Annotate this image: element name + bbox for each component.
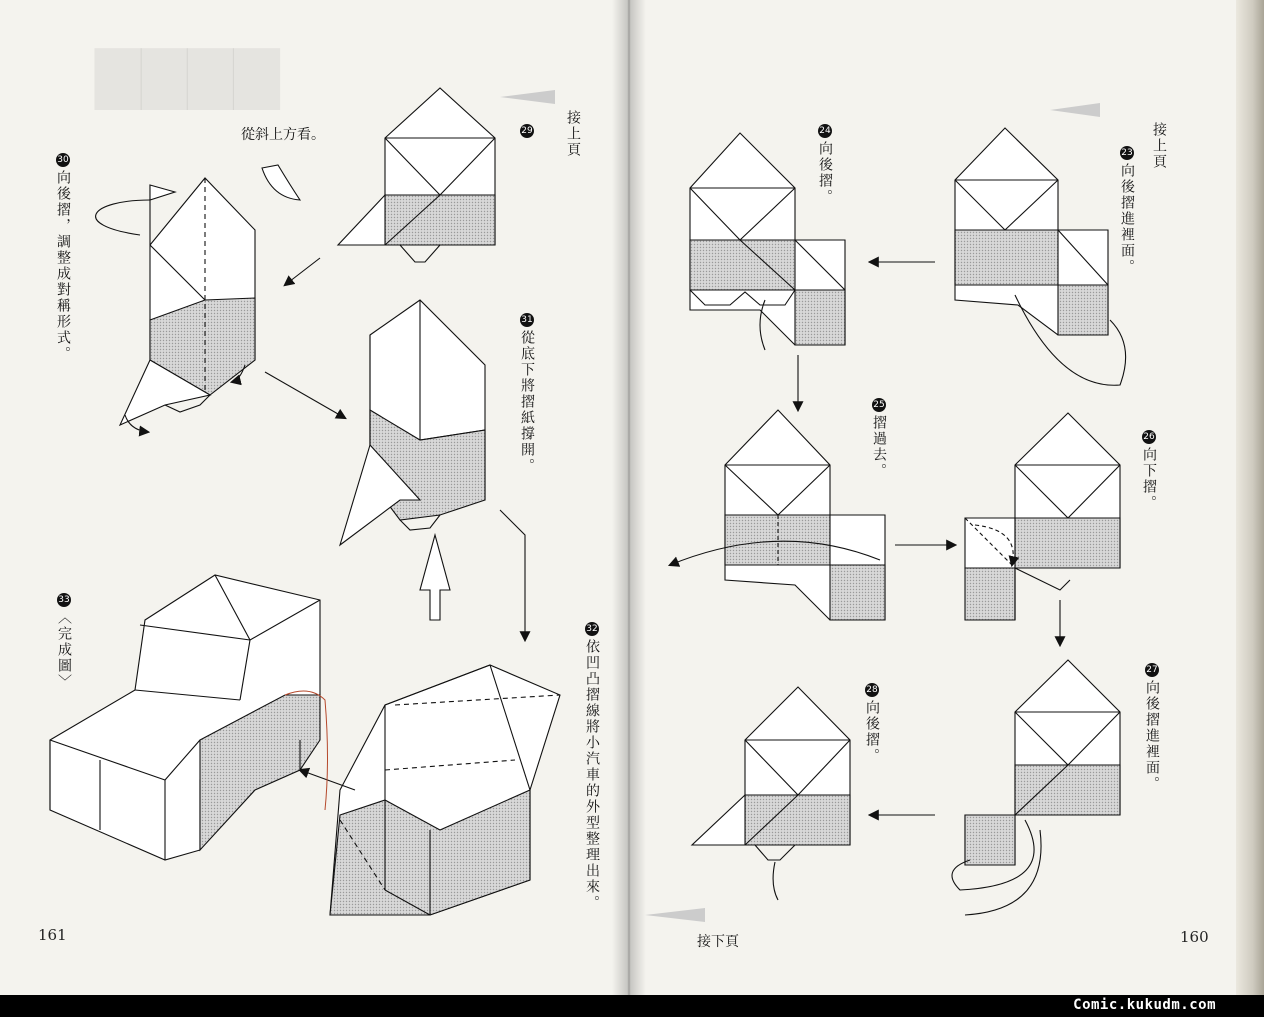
step-33-label: [57, 593, 71, 690]
page-number-left: 161: [38, 926, 67, 944]
step-28-label: [865, 683, 879, 764]
diagram-step-23: [955, 128, 1126, 385]
show-through-ghost: ▇▇▇▇: [95, 40, 280, 110]
step-31-label: [520, 313, 534, 474]
step-instruction: 摺過去。: [871, 415, 887, 479]
step-instruction: 從底下將摺紙撐開。: [519, 330, 535, 474]
step-number-badge: 24: [819, 126, 831, 136]
step-instruction: 向後摺，調整成對稱形式。: [55, 170, 71, 362]
step-number-badge: 25: [873, 400, 885, 410]
step-number-badge: 30: [57, 155, 69, 165]
step-23-label: [1120, 146, 1134, 275]
step-number-badge: 29: [521, 126, 533, 136]
diagram-step-28: [692, 687, 850, 900]
view-note: 從斜上方看。: [241, 127, 325, 143]
step-26-label: [1142, 430, 1156, 511]
step-number-badge: 33: [58, 595, 70, 605]
step-instruction: 向後摺進裡面。: [1144, 680, 1160, 792]
diagram-step-25: [670, 410, 885, 620]
step-instruction: 向後摺進裡面。: [1119, 163, 1135, 275]
watermark-text: Comic.kukudm.com: [1073, 997, 1216, 1013]
continue-next: 接下頁: [697, 934, 739, 950]
step-number-badge: 23: [1121, 148, 1133, 158]
step-number-badge: 27: [1146, 665, 1158, 675]
diagram-step-29: [338, 88, 495, 262]
step-24-label: [818, 124, 832, 205]
diagram-step-27: [952, 660, 1120, 915]
step-32-label: [585, 622, 599, 911]
step-instruction: 向後摺。: [817, 141, 833, 205]
step-25-label: [872, 398, 886, 479]
step-instruction: 向後摺。: [864, 700, 880, 764]
step-instruction: 向下摺。: [1141, 447, 1157, 511]
continue-prev-left: 接上頁: [565, 110, 581, 158]
step-27-label: [1145, 663, 1159, 792]
diagram-step-31: [340, 300, 485, 620]
step-number-badge: 26: [1143, 432, 1155, 442]
step-29-label: [520, 124, 534, 141]
footer-bar: [0, 995, 1264, 1017]
step-30-label: [56, 153, 70, 362]
diagram-step-33-car: [50, 575, 320, 860]
step-instruction: 〈完成圖〉: [56, 610, 72, 690]
continue-prev-right: 接上頁: [1151, 122, 1167, 170]
diagram-step-26: [965, 413, 1120, 620]
step-number-badge: 28: [866, 685, 878, 695]
diagram-step-32: [330, 665, 560, 915]
diagram-step-30: [96, 165, 300, 432]
step-number-badge: 32: [586, 624, 598, 634]
page-number-right: 160: [1180, 928, 1209, 946]
step-instruction: 依凹凸摺線將小汽車的外型整理出來。: [584, 639, 600, 911]
step-number-badge: 31: [521, 315, 533, 325]
